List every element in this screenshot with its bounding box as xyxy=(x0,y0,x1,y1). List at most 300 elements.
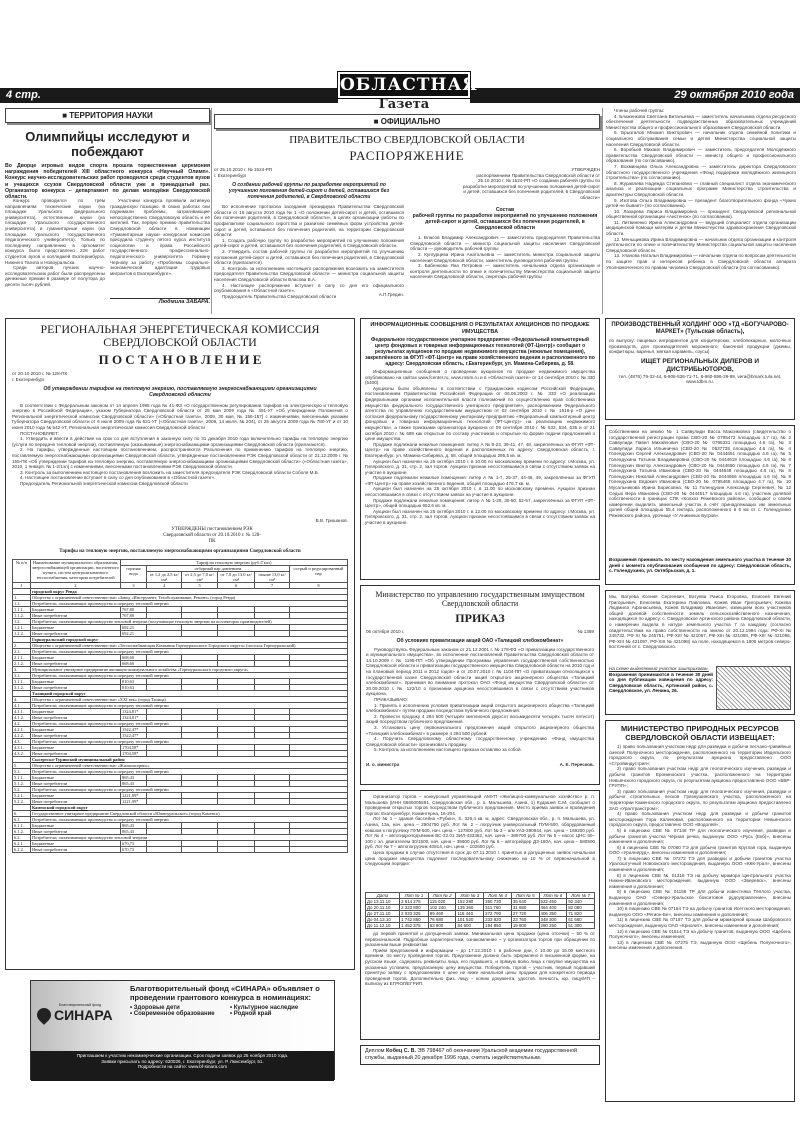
price-cell: 63 900 xyxy=(428,923,456,929)
bogucharovo-headline: ИЩЕТ РЕГИОНАЛЬНЫХ ДИЛЕРОВ И ДИСТРИБЬЮТОРОВ, xyxy=(640,357,760,373)
row-number: 4.2.1. xyxy=(13,727,31,733)
row-number: 1. xyxy=(13,595,31,601)
hot-water-tariff: 810,63 xyxy=(121,679,147,685)
sinara-footer-line[interactable]: Подробности на сайте: www.bf-sinara.com xyxy=(137,1064,228,1070)
price-header-cell: Лот № 4 xyxy=(484,893,512,899)
rec-city: г. Екатеринбург xyxy=(12,376,45,382)
row-number: 6.2. xyxy=(13,835,31,841)
paragraph: 1. Принять к исполнению условия приватизации акций открытого акционерного общества «Талицкий хлебокомбинат» путём продажи посредством публичного предложения. xyxy=(366,702,594,714)
hot-water-tariff: 865,43 xyxy=(121,823,147,829)
th-reduced-steam: острый и редуцированный пар xyxy=(289,566,347,583)
row-name: Бюджетные xyxy=(31,655,121,661)
price-cell: 152 280 xyxy=(456,899,484,905)
empty-cell xyxy=(147,847,182,853)
paragraph: 3. Контроль за выполнением настоящего постановления возложить на заместителя председателя РЭК Свердловской области Соболя М.Б. xyxy=(20,469,320,475)
paragraph: Лот № 1 – здание бассейна «Рубин», S. 326,4 кв. м, адрес: Свердловская обл., р. п. Мальшева, ул. Азина, 13а, нач. цена – 2904750 руб. Лот № 2 – погрузчик универсальный ПУМ-500, оборудованный ковшом к погрузчику ПУМ-500, нач. цена – 127800 руб. Лот № 3 – а/м УАЗ-390944, нач. цена – 169200 руб. Лот № 4 – автогидроподъёмник ВС-22.01 ЗИЛ-433362, нач. цена – 389700 руб. Лот № 5 – насос ЦНС 60–100 с эл. двигателем 30/1500, нач. цена – 39600 руб. Лот № 6 – автогрейдер ДЗ-180А, нач. цена – 580500 руб. Лот № 7 – автопогрузчик 40814, нач. цена – 102600 руб. xyxy=(365,816,595,850)
land-notice-2 xyxy=(605,590,795,715)
column-number: 1 xyxy=(13,583,31,589)
row-name: Потребители, оплачивающие производство тепловой энергии xyxy=(31,835,348,841)
order-number: от 25.10.2010 г. № 1524-РП xyxy=(214,167,273,172)
official-section xyxy=(214,114,600,315)
price-cell: 82 080 xyxy=(567,905,595,911)
row-name: Потребители, оплачивающие производство и передачу тепловой энергии xyxy=(31,739,348,745)
paragraph: 10. Лазарева Лариса Владимировна — президент Свердловской региональной общественной организации «Аистенок» (по согласованию). xyxy=(606,208,796,220)
price-cell: 23 760 xyxy=(511,917,539,923)
th-steam: отборный пар давлением xyxy=(147,566,290,572)
row-number: 3.1.1. xyxy=(13,679,31,685)
price-cell: 2 033 325 xyxy=(400,911,429,917)
price-cell: 1 452 375 xyxy=(400,923,429,929)
order-signer: А. Е. Пересков. xyxy=(559,761,594,767)
row-number: 6.2.1. xyxy=(13,841,31,847)
paragraph: 9) в лицензию СВЕ № 01156 ТР для добычи известняка Тёплого участка, выданную ОАО «Северо-Уральское бокситовое рудоуправление», внесены изменения и дополнения; xyxy=(609,889,791,906)
rec-doc-title: Об утверждении тарифов на тепловую энергию, поставляемую энергоснабжающими организациями Свердловской области xyxy=(43,386,317,399)
paragraph: Аукцион был назначен на 25 октября 2010 г. в 12.00 по московскому времени по адресу: г.Москва, ул. Гиляровского, д. 31, стр. 2, зал торгов. Аукцион признан несостоявшимся в связи с отсутствием заявок на участие в аукционе. xyxy=(365,508,595,526)
table-row xyxy=(13,847,348,853)
hot-water-tariff: 865,43 xyxy=(121,775,147,781)
row-number: 3.1. xyxy=(13,673,31,679)
row-name: Иные потребители xyxy=(31,631,121,637)
paragraph: 7. Вохминцева Ольга Александровна — заместитель директора Свердловского областного государственного учреждения «Фонд поддержки молодёжного жилищного строительства» (по согласованию). xyxy=(606,163,796,181)
sinara-logo-text: СИНАРА xyxy=(54,1007,113,1023)
row-number: 4.1. xyxy=(13,703,31,709)
row-number: 1.2.1. xyxy=(13,625,31,631)
hot-water-tariff: 1704,58* xyxy=(121,751,147,757)
price-cell: 27 720 xyxy=(511,911,539,917)
paragraph: 8. Журавлева Надежда Степановна — главный специалист отдела экономического анализа и реализации социальных программ Министерства строительства и архитектуры Свердловской области. xyxy=(606,180,796,197)
paragraph: Приём предложений и информации – до 17.12.2010 г. в рабочие дни, с 10.00 до 16.00 местного времени, по месту проведения торгов. Предложение должно быть оформлено в письменной форме, на русском языке, содержать реквизиты лица, его подавшего, и прямую волю лица к покупке имущества на указанных условиях, предлагаемую цену имущества. Победитель торгов – участник, первый подавший принятую заявку с предложением о цене не ниже начальной цены продажи для конкретного периода проведения торгов. Дополнительно физ. лицу – копию документа, удостов. личность, юр. лицу/ИП – выписку из ЕГРЮЛ/ЕГРИП. xyxy=(365,947,595,987)
diploma-pre: Диплом xyxy=(365,1048,386,1054)
price-cell: 101 520 xyxy=(456,917,484,923)
price-table xyxy=(365,892,595,929)
price-header-cell: Лот № 1 xyxy=(400,893,429,899)
paragraph: 5. Контроль за исполнением настоящего приказа оставляю за собой. xyxy=(374,747,522,753)
rec-title-1: РЕГИОНАЛЬНАЯ ЭНЕРГЕТИЧЕСКАЯ КОМИССИЯ xyxy=(40,322,320,336)
municipality-heading: городской округ Ревда xyxy=(31,589,348,595)
row-number: 1.1.1. xyxy=(13,607,31,613)
organizer-text xyxy=(365,794,595,890)
paragraph: 2) право пользования участком недр для геологического изучения, разведки и добычи гранитов Ерониноского участка, расположенного на территории Невьянского городского округа, по результатам аукциона предоставлено ООО «БВР-ГРУПП»; xyxy=(609,766,791,789)
date-cell: До 20.11.10 xyxy=(366,905,400,911)
th-pressure-2: от 2,5 до 7,0 кг/см² xyxy=(182,572,217,583)
row-number: 3.1.2. xyxy=(13,685,31,691)
paragraph: 8) в лицензию СВЕ № 01318 ТЭ на добычу мрамора Центрального участка Нижне-Ивановского месторождения, выданную ООО «Зверевск», внесены изменения и дополнения; xyxy=(609,872,791,889)
column-number: 8 xyxy=(289,583,347,589)
row-name: Бюджетные xyxy=(31,841,121,847)
row-number: 4. xyxy=(13,697,31,703)
row-name: Иные потребители xyxy=(31,715,121,721)
paragraph: 3) право пользования участком недр для геологического изучения, разведки и добычи строительных песков Грязнушинского участка, расположенного на территории Каменского городского округа, по результатам аукциона предоставлено ЗАО «Уралтранстром»; xyxy=(609,788,791,811)
land-notice-objections: Возражения принимаются в течение 30 дней со дня публикации извещения по адресу: Свердловская область, Артинский район, с. Свердловское, ул. Ленина, 26. xyxy=(609,671,713,694)
paragraph: Аукцион был назначен на 25 октября 2010 г. в 10.00 по московскому времени по адресу: г.Москва, ул. Гиляровского, д. 31, стр. 2, зал торгов. Аукцион признан несостоявшимся в связи с отсутствием заявок на участие в аукционе. xyxy=(365,458,595,475)
hot-water-tariff: 1522,47* xyxy=(121,733,147,739)
natural-resources-title: МИНИСТЕРСТВО ПРИРОДНЫХ РЕСУРСОВ СВЕРДЛОВСКОЙ ОБЛАСТИ ИЗВЕЩАЕТ: xyxy=(621,724,779,742)
paragraph: Руководствуясь Федеральным законом от 21.12.2001 г. № 178-ФЗ «О приватизации государственного и муниципального имущества», во исполнение постановлений Правительства Свердловской области от 14.10.2009 г. № 1195-ПП «Об утверждении Программы управления государственной собственностью Свердловской области и приватизации государственного имущества Свердловской области на 2010 год и на плановый период 2011 и 2012 годов» и от 20.07.2010 г. № 1104-ПП «О приватизации относящихся к государственной казне Свердловской области акций открытого акционерного общества «Талицкий хлебокомбинат», принимая во внимание протокол ОАО «Фонд имущества Свердловской области» от 20.09.2010 г. № 122/10 о признании аукциона несостоявшимся в связи с отсутствием участников аукциона, xyxy=(366,646,594,697)
rec-approved: УТВЕРЖДЕНЫ постановлением РЭК Свердловской области от 20.10.2010 г. № 128-ПК xyxy=(163,527,261,545)
price-cell: 89 460 xyxy=(428,911,456,917)
paragraph: 3. Бабенкова Яна Петровна — заместитель начальника отдела организации и контроля деятельности по опеке и попечительству Министерства социальной защиты населения Свердловской области, секретарь рабочей группы xyxy=(410,263,600,280)
paragraph: 4) право пользования участком недр для разведки и добычи гранитов месторождения Гора Калиновая, расположенного на территории Невьянского городского округа, предоставлено ООО «Водолей»; xyxy=(609,811,791,828)
flame-icon xyxy=(34,1005,54,1025)
ministry-order xyxy=(360,585,600,785)
row-name: Общество с ограниченной ответственностью «Теплоснабжающая Компания Горноуральского Городского округа» (поселок Горноуральский) xyxy=(31,643,348,649)
row-name: Общество с ограниченной ответственностью «XXI век» (город Талица) xyxy=(31,697,348,703)
article-column-1 xyxy=(5,198,105,310)
row-name: Бюджетные xyxy=(31,823,121,829)
paragraph: Аукционы были объявлены в соответствии с Гражданским кодексом Российской Федерации, постановлением Правительства Российской Федерации от 06.06.2003 г. № 333 «О реализации федеральными органами исполнительной власти полномочий по осуществлению прав собственника имущества федерального государственного унитарного предприятия», распоряжением Федерального агентства по управлению государственным имуществом от 02 сентября 2010 г. № 1516-р «О даче согласия федеральному государственному унитарному предприятию «Федеральный компьютерный центр фондовых и товарных информационных технологий (ФТ-Центр)» на реализацию недвижимого имущества», а также приказами организатора аукциона от 09 сентября 2010 г. № 533, 534, 535 и от 21 октября 2010 г. № 589 как открытые по составу участников и открытые по форме подачи предложений о цене имущества. xyxy=(365,385,595,442)
sinara-headline: Благотворительный фонд «СИНАРА» объявляет о проведении грантового конкурса в номинациях: xyxy=(130,984,320,1002)
order-type: ПРИКАЗ xyxy=(455,611,505,625)
paragraph: 9. Изотова Ольга Владимировна — президент благотворительного фонда «Чужих детей не бывает» (по согласованию). xyxy=(606,197,796,209)
hot-water-tariff: 692,21 xyxy=(121,631,147,637)
empty-cell xyxy=(255,847,289,853)
hot-water-tariff: 668,60 xyxy=(121,655,147,661)
hot-water-tariff: 865,43 xyxy=(121,829,147,835)
row-number: 5.1. xyxy=(13,769,31,775)
price-cell: 92 340 xyxy=(567,899,595,905)
paragraph: 2. На тарифы, утвержденные настоящим постановлением, распространяются Разъяснения по применению тарифов на тепловую энергию, поставляемую энергоснабжающими организациями Свердловской области, утвержденные постановлением РЭК Свердловской области от 21.12.2009 г. № 155-ПК «Об утверждении тарифов на тепловую энергию, поставляемую энергоснабжающими организациями Свердловской области» («Областная газета», 2010, 1 января, № 1-2/1эл) с изменениями, внесенными постановлениями РЭК Свердловской области. xyxy=(12,447,348,470)
bogucharovo-title: ПРОИЗВОДСТВЕННЫЙ ХОЛДИНГ ООО «ТД «БОГУЧАРОВО-МАРКЕТ» (Тульская область), xyxy=(611,322,789,335)
rec-signer: В.В. Гришанов. xyxy=(315,517,348,523)
row-number: 3. xyxy=(13,667,31,673)
column-number: 2 xyxy=(31,583,121,589)
bogucharovo-ad xyxy=(605,318,795,420)
article-lead: Во Дворце игровых видов спорта прошла торжественная церемония награждения победителей XIII областного конкурса «Научный Олимп». Конкурс научно-исследовательских работ проводился среди студентов вузов и учащихся ссузов Свердловской области уже в тринадцатый раз. Организатор конкурса – департамент по делам молодёжи Свердловской области. xyxy=(5,163,210,201)
sinara-ad xyxy=(30,980,335,1080)
scheme-caption: На схеме выделяемый участок заштрихован. xyxy=(609,666,709,671)
th-pressure-1: от 1,2 до 2,5 кг/см² xyxy=(147,572,182,583)
row-number: 6.1. xyxy=(13,817,31,823)
rec-doc-type: П О С Т А Н О В Л Е Н И Е xyxy=(98,352,262,367)
paragraph: Цена продажи в случае отсутствия в срок до 07.11.2010 г. принятых и допущенных заявок начальная цена продажи имущества подлежит последовательному снижению на 10 % от первоначальной в следующем порядке: xyxy=(365,849,595,867)
row-name: Бюджетные xyxy=(31,727,121,733)
tariff-table xyxy=(12,559,348,853)
date-cell: До 27.11.10 xyxy=(366,911,400,917)
hot-water-tariff: 670,73 xyxy=(121,847,147,853)
column-divider xyxy=(211,108,212,314)
paragraph: В соответствии с Федеральным законом от 14 апреля 1995 года № 41-ФЗ «О государственном регулировании тарифов на электрическую и тепловую энергию в Российской Федерации», указом Губернатора Свердловской области от 25 мая 2009 года № 491-УГ «Об утверждении Положения о Региональной энергетической комиссии Свердловской области» («Областная газета», 2009, 30 мая, № 156-157) с изменениями, внесенными указами Губернатора Свердловской области от 6 июля 2009 года № 621-УГ («Областная газета», 2009, 14 июля, № 204), от 25 августа 2009 года № 780-УГ и от 10 июня 2010 года № 542-УГ, Региональная энергетическая комиссия Свердловской области xyxy=(12,402,348,430)
row-number: 2. xyxy=(13,643,31,649)
row-number: 1.2. xyxy=(13,619,31,625)
row-name: Иные потребители xyxy=(31,799,121,805)
column-number: 4 xyxy=(147,583,182,589)
sinara-footer xyxy=(31,1051,334,1081)
row-number: 5.2. xyxy=(13,787,31,793)
row-name: Государственное унитарное предприятие Свердловской области «Южноуральское» (город Каменск) xyxy=(31,811,348,817)
row-number: 4.3. xyxy=(13,739,31,745)
th-number: № п/п xyxy=(13,560,31,583)
diploma-notice xyxy=(360,1045,600,1065)
row-number: 1.2.2. xyxy=(13,631,31,637)
paragraph: 2. Кунгурцева Ирина Анатольевна — заместитель министра социальной защиты населения Свердловской области, заместитель руководителя рабочей группы xyxy=(410,251,600,263)
price-cell: 2 614 275 xyxy=(400,899,429,905)
row-number: 1.1. xyxy=(13,601,31,607)
article-column-2 xyxy=(110,198,210,298)
row-number: 1.1.2. xyxy=(13,613,31,619)
paragraph: 1. Создать рабочую группу по разработке мероприятий по улучшению положения детей-сирот и детей, оставшихся без попечения родителей, в Свердловской области. xyxy=(214,237,404,249)
row-number: 4.2. xyxy=(13,721,31,727)
row-name: Иные потребители xyxy=(31,781,121,787)
row-number: 2.1.2. xyxy=(13,661,31,667)
row-number: 2.1.1. xyxy=(13,655,31,661)
row-name: Муниципальное унитарное предприятие жилищно-коммунального хозяйства «Горноуральского городского округа» xyxy=(31,667,348,673)
auction-text xyxy=(365,369,595,559)
order-city: г. Екатеринбург xyxy=(214,172,247,178)
bogucharovo-text: по выпуску: пищевых ингредиентов для кондитерских, хлебопекарных, молочных производств, для производителей мороженого; баночной продукции (джемы, конфитюры, варенья, мягкая карамель, соусы) xyxy=(609,338,791,355)
row-name: Иные потребители xyxy=(31,661,121,667)
price-cell: 115 020 xyxy=(428,899,456,905)
paragraph: 11) в лицензию СВЕ № 07187 ТЭ для добычи мраморной крошки Шабровского месторождения, выданную ОАО «Криолит», внесены изменения и дополнения; xyxy=(609,917,791,928)
article-title: Олимпийцы исследуют и побеждают xyxy=(25,129,190,159)
price-cell: 290 250 xyxy=(539,923,567,929)
sinara-footer-line: Заявки присылать по адресу: 620026, г. Екатеринбург, ул. Р. Люксембург, 51. xyxy=(101,1058,264,1064)
hot-water-tariff: 865,43 xyxy=(121,781,147,787)
sinara-logo-small: Благотворительный фонд xyxy=(59,1003,102,1007)
newspaper-logo xyxy=(338,72,479,112)
row-name: Иные потребители xyxy=(31,751,121,757)
auction-results xyxy=(360,318,600,580)
column-number: 5 xyxy=(182,583,217,589)
row-name: Потребители, оплачивающие производство и передачу тепловой энергии xyxy=(31,769,348,775)
paragraph: Организатор торгов – конкурсный управляющий АМУП «Жилищно-коммунальное хозяйство» р. п. Мальшева (ИНН 6660005591, Свердловская обл., р. п. Мальшева, Азина, 1) Кудашев С.М. сообщает о проведении открытых торгов посредством публичного предложения. Место приёма заявок и проведения торгов: Екатеринбург, Коминтерна, 16-204. xyxy=(365,794,595,816)
row-number: 6.2.2. xyxy=(13,847,31,853)
natural-resources-items xyxy=(609,744,791,1096)
row-name: Общество с ограниченной ответственностью «Жилкомсервис» xyxy=(31,763,348,769)
price-cell: 71 820 xyxy=(567,911,595,917)
diploma-name: Кобец С. В. xyxy=(386,1048,417,1054)
price-cell: 31 680 xyxy=(511,905,539,911)
paragraph: 3. Установить цену первоначального предложения акций открытого акционерного общества «Талицкий хлебокомбинат» в размере 4 284 500 рублей. xyxy=(366,724,594,736)
paragraph: 10) в лицензию СВЕ № 07184 ТЭ на добычу гранитов Исетского месторождения, выданную ООО «Регион-Бе», внесены изменения и дополнения; xyxy=(609,906,791,917)
hot-water-tariff: 692,21 xyxy=(121,625,147,631)
composition-subtitle: рабочей группы по разработке мероприятий по улучшению положения детей-сирот и детей, оставшихся без попечения родителей, в Свердловской области xyxy=(412,212,598,231)
column-divider xyxy=(602,108,603,314)
hot-water-tariff: 767,80 xyxy=(121,613,147,619)
paragraph: 6. Воробьев Михаил Владимирович — заместитель председателя Молодёжного правительства Свердловской области — министр общего и профессионального образования (по согласованию). xyxy=(606,147,796,164)
paragraph: Председатель Правительства Свердловской области xyxy=(222,293,337,299)
paragraph: до первой принятой и допущенной заявки. Минимальная цена продажи (цена отсечки) – 50 % от первоначальной. Подробные характеристики, ознакомление – у организатора торгов при обращении по указанным выше реквизитам. xyxy=(365,931,595,948)
government-title: ПРАВИТЕЛЬСТВО СВЕРДЛОВСКОЙ ОБЛАСТИ xyxy=(289,134,525,146)
paragraph: 5. Брызгалов Михаил Викторович — начальник отдела семейной политики и социального обслуживания семьи и детей Министерства социальной защиты населения Свердловской области. xyxy=(606,130,796,147)
price-header-cell: Лот № 5 xyxy=(511,893,539,899)
land-notice-objections: Возражения принимать по месту нахождения земельного участка в течение 30 дней с момента опубликования сообщения по адресу: Свердловская область, с. Голендухино, ул. Октябрьская, д. 1. xyxy=(609,557,791,574)
logo-line1: ОБЛАСТНАЯ xyxy=(338,72,470,98)
paragraph: 4. Блаженкова Светлана Витальевна — заместитель начальника отдела ресурсного обеспечения деятельности подведомственных образовательных учреждений Министерства общего и профессионального образования Свердловской области. xyxy=(606,113,796,130)
auction-lead: Федеральное государственное унитарное предприятие «Федеральный компьютерный центр фондовых и товарных информационных технологий (ФТ-Центр)» сообщает о результатах аукционов по продаже недвижимого имущества (нежилые помещения), закреплённого за ФГУП «ФТ-Центр» на праве хозяйственного ведения и расположенного по адресу: Свердловская область, г.Екатеринбург, ул. Мамина-Сибиряка, д. 58. xyxy=(365,337,595,367)
nomination-cultural-heritage: • Культурное наследие xyxy=(230,1005,299,1011)
paragraph: Во исполнение протокола заседания президиума Правительства Свердловской области от 16 августа 2010 года № 1 «О положении детей-сирот и детей, оставшихся без попечения родителей, в Свердловской области», в целях организации работы по профилактике социального сиротства и развитию семейных форм устройства детей-сирот и детей, оставшихся без попечения родителей, на территории Свердловской области: xyxy=(214,204,404,238)
th-hot-water: горячая вода xyxy=(121,566,147,583)
paragraph: Участники конкурса проявили активную гражданскую позицию. В своих работах они поднимали проблемы, затрагивающие непосредственно Свердловскую область и её жителей. Так, первую премию правительства Свердловской области в номинации «Гуманитарные науки» конкурсная комиссия присудила студенту пятого курса института социологии и права Российского государственного профессионально-педагогического университета Герману Чернову за работу «Проблемы социально-экономической адаптации трудовых мигрантов в Екатеринбурге». xyxy=(110,198,210,276)
price-cell: 311 760 xyxy=(484,905,512,911)
order-num: № 1389 xyxy=(577,629,594,634)
hot-water-tariff: 668,60 xyxy=(121,661,147,667)
price-cell: 118 440 xyxy=(456,911,484,917)
empty-cell xyxy=(289,847,347,853)
paragraph: Председатель Региональной энергетической комиссии Свердловской области xyxy=(20,480,188,486)
hot-water-tariff: 810,63 xyxy=(121,685,147,691)
paragraph: 2. Провести продажу 4 284 500 (четырёх миллионов двухсот восьмидесяти четырёх тысяч пятисот) акций посредством публичного предложения. xyxy=(366,713,594,725)
municipality-heading: Сысертско-Туринский муниципальный район xyxy=(31,757,348,763)
hot-water-tariff: 1522,47* xyxy=(121,727,147,733)
municipality-heading: Талицкий городской округ xyxy=(31,691,348,697)
row-name: Бюджетные xyxy=(31,679,121,685)
price-cell: 406 350 xyxy=(539,911,567,917)
page-number: 4 стр. xyxy=(6,89,41,101)
th-tariff: Тариф на тепловую энергию (руб./Гкал) xyxy=(121,560,348,566)
natural-resources-notice xyxy=(605,720,795,1102)
rec-text xyxy=(12,403,348,518)
price-cell: 51 300 xyxy=(567,923,595,929)
paragraph: ПРИКАЗЫВАЮ: xyxy=(374,696,409,702)
logo-line2: Газета xyxy=(338,98,470,112)
nomination-education: • Современное образование xyxy=(130,1011,215,1017)
paragraph: ПОСТАНОВЛЯЕТ: xyxy=(20,430,60,436)
table-row xyxy=(366,923,595,929)
members-list xyxy=(410,235,600,285)
document-type: РАСПОРЯЖЕНИЕ xyxy=(349,148,465,163)
paragraph: 6) в лицензию СВЕ № 07060 ТЭ для добычи гранитов Круглая гора, выданную ООО «Уралнеруд», внесены изменения и дополнения; xyxy=(609,844,791,856)
price-header-cell: Дата xyxy=(366,893,400,899)
hot-water-tariff: 1324,81* xyxy=(121,715,147,721)
row-number: 4.3.1. xyxy=(13,745,31,751)
price-cell: 76 680 xyxy=(428,917,456,923)
paragraph: 4. Настоящее постановление вступает в силу со дня опубликования в «Областной газете». xyxy=(20,475,216,481)
column-number: 7 xyxy=(255,583,289,589)
row-name: Бюджетные xyxy=(31,745,121,751)
land-notice-text: Собственники на землю № 1 Саввулиди Васса Максимовна (свидетельство о государственной регистрации права СВО-20 № 0795472 площадью 4.7 га), № 2 Саввулиди Павел Михайлович (СВО-20 № 0795331 площадью 4.6 га), № 3 Саввулиди Лариса Ильинична (СВО-20 № 0537738 площадью 4.6 га), № 4 Голендухин Сергей Александрович (СВО-20 № 0444651 площадью 4.6 га), № 5 Голендухина Татьяна Владимировна (СВО-20 № 0444619 площадью 4.6 га), № 6 Голендухин Виктор Александрович (СВО-20 № 0444650 площадью 4.6 га), № 7 Голендухина Татьяна Ивановна (СВО-20 № 0444648 площадью 4.6 га), № 8 Голендухин Николай Александрович (СВО-20 № 0444656 площадью 4.6 га), № 9 Голендухина Евдокия Ивановна (СВО-20 № 0795468 площадью 4.7 га), № 10 Мусальникова Ирина Борисовна, № 11 Голендухин Александр Сергеевич, № 12 Седых Вера Ивановна (СВО-20 № 0444517 площадью 4.6 га), участник долевой собственности в границах СПК «Колхоз Режевского района», сообщают о своём намерении выделить земельный участок в счёт принадлежащих им земельных долей общей площадью 55,4 гектара, расположенного в 5 км от с. Голендухино Режевского района, урочище «У Аникиных Бугров». xyxy=(609,429,791,518)
row-name: Иные потребители xyxy=(31,733,121,739)
empty-cell xyxy=(217,847,255,853)
row-name: Иные потребители xyxy=(31,685,121,691)
auction-title: ИНФОРМАЦИОННЫЕ СООБЩЕНИЯ О РЕЗУЛЬТАТАХ АУКЦИОНОВ ПО ПРОДАЖЕ ИМУЩЕСТВА xyxy=(370,322,590,335)
price-cell: 19 800 xyxy=(511,923,539,929)
paragraph: 13) в лицензию СВЕ № 07275 ТЭ, выданную ООО «Щебень Полуночного», внесены изменения и дополнения. xyxy=(609,939,791,951)
paragraph: Члены рабочей группы: xyxy=(614,108,665,113)
row-name: Бюджетные xyxy=(31,775,121,781)
price-header-cell: Лот № 7 xyxy=(567,893,595,899)
price-cell: 348 300 xyxy=(539,917,567,923)
price-cell: 350 730 xyxy=(484,899,512,905)
paragraph: 3. Контроль за исполнением настоящего распоряжения возложить на заместителя председателя Правительства Свердловской области — министра социальной защиты населения Свердловской области Власова В.А. xyxy=(214,265,404,282)
row-name: Бюджетные xyxy=(31,625,121,631)
column-number: 3 xyxy=(121,583,147,589)
row-name: Бюджетные xyxy=(31,607,121,613)
row-number: 5.1.2. xyxy=(13,781,31,787)
paragraph: Продаже подлежали нежилые помещения: литер А № 8-23, 39-41, 47, 48, закреплённых за ФГУП «ФТ-Центр» на праве хозяйственного ведения и расположенных по адресу: Свердловская область, г. Екатеринбург, ул. Мамина-Сибиряка, д. 58, общей площадью 295,5 кв. м. xyxy=(365,441,595,458)
order-subject: Об условиях приватизации акций ОАО «Талицкий хлебокомбинат» xyxy=(396,637,564,644)
land-notice-1 xyxy=(605,425,795,585)
row-number: 6.1.2. xyxy=(13,829,31,835)
row-number: 5.2.2. xyxy=(13,799,31,805)
row-number: 4.3.2. xyxy=(13,751,31,757)
row-name: Потребители, оплачивающие производство и передачу тепловой энергии xyxy=(31,787,348,793)
row-number: 2.1. xyxy=(13,649,31,655)
price-cell: 272 790 xyxy=(484,911,512,917)
bogucharovo-contacts[interactable]: тел. (4876) 79-32-44, 8-906-536-71-71, 8-960-596-29-99, vera@bmark.tula.net, www.tdbm.ru. xyxy=(618,373,782,385)
price-cell: 2 323 800 xyxy=(400,905,429,911)
price-header-cell: Лот № 3 xyxy=(456,893,484,899)
nomination-native-land: • Родной край xyxy=(230,1011,272,1017)
row-number: 5. xyxy=(13,763,31,769)
paragraph: 12) в лицензию СВЕ № 01514 ТЭ на добычу гранитов, выданную ООО «Щебень Полуночного», внесены изменения; xyxy=(609,928,791,940)
paragraph: 11. Литвиненко Ирина Александровна — ведущий специалист отдела организации медицинской помощи матерям и детям Министерства здравоохранения Свердловской области. xyxy=(606,219,796,237)
row-name: Общество с ограниченной ответственностью «Завод «Инструмент, Техобслуживание, Ремонт» (город Ревда) xyxy=(31,595,348,601)
price-cell: 464 400 xyxy=(539,905,567,911)
paragraph: 5) в лицензию СВЕ № 07148 ТР для геологического изучения, разведки и добычи гранитов участка Чёрная речка, выданную ООО «Русь (Екб)», внесены изменения и дополнения; xyxy=(609,827,791,845)
rec-resolution xyxy=(5,318,355,970)
row-name: Иные потребители xyxy=(31,847,121,853)
price-cell: 84 600 xyxy=(456,923,484,929)
order-date: 06 октября 2010 г. xyxy=(366,629,405,634)
row-number: 4.1.1. xyxy=(13,709,31,715)
th-pressure-3: от 7,0 до 13,0 кг/см² xyxy=(217,572,255,583)
hot-water-tariff: 1704,58* xyxy=(121,745,147,751)
row-name: Бюджетные xyxy=(31,793,121,799)
hot-water-tariff: 670,73 xyxy=(121,841,147,847)
municipality-heading: Каменский городской округ xyxy=(31,805,348,811)
rec-number: от 20.10.2010 г. № 128-ПК xyxy=(12,371,68,376)
bankruptcy-auction xyxy=(360,790,600,1040)
row-name: Потребители, оплачивающие производство и передачу тепловой энергии xyxy=(31,721,348,727)
paragraph: 1) право пользования участком недр для разведки и добычи песчано-гравийных смесей Полуночного месторождения, расположенного на территории Ивдельского городского округа, по результатам аукциона предоставлено ООО «Стройиндустрия»; xyxy=(609,744,791,766)
order-body xyxy=(366,647,594,759)
paragraph: 4. Поручить Свердловскому областному государственному учреждению «Фонд имущества Свердловской области» организовать продажу. xyxy=(366,736,594,747)
row-name: Потребители, оплачивающие производство и передачу тепловой энергии xyxy=(31,601,348,607)
paragraph: 12. Меньщикова Ирина Владимировна — начальник отдела организации и контроля деятельности по опеке и попечительству Министерства социальной защиты населения Свердловской области. xyxy=(606,236,796,253)
paragraph: 13. Уланова Наталья Владимировна — начальник отдела по вопросам деятельности по защите прав и интересов ребенка в Свердловской области аппарата Уполномоченного по правам человека Свердловской области (по согласованию). xyxy=(606,253,796,270)
row-name: Бюджетные xyxy=(31,709,121,715)
row-number: 6.1.1. xyxy=(13,823,31,829)
paragraph: 2. Утвердить состав рабочей группы по разработке мероприятий по улучшению положения детей-сирот и детей, оставшихся без попечения родителей, в Свердловской области (прилагается). xyxy=(214,248,404,266)
row-name: Потребители, оплачивающие производство и передачу тепловой энергии xyxy=(31,649,348,655)
price-cell: 194 850 xyxy=(484,923,512,929)
empty-cell xyxy=(182,847,217,853)
science-article xyxy=(5,108,210,315)
row-name: Потребители, оплачивающие производство тепловой энергии (получающие тепловую энергию на коллекторах производителей) xyxy=(31,619,348,625)
row-number: 4.1.2. xyxy=(13,715,31,721)
paragraph: Аукцион был назначен на 25 октября 2010 г. в 11.00 по московскому времени. Аукцион признан несостоявшимся в связи с отсутствием заявок на участие в аукционе. xyxy=(365,486,595,498)
order-signer: А.П.Гредин. xyxy=(378,292,404,298)
price-cell: 135 360 xyxy=(456,905,484,911)
approved-label: УТВЕРЖДЕН xyxy=(571,167,600,172)
row-name: Иные потребители xyxy=(31,613,121,619)
th-name: Наименование муниципального образования, энергоснабжающей организации, населенного пункта, систем централизованного теплоснабжения, категории потребителей xyxy=(31,560,121,583)
row-number: 5.2.1. xyxy=(13,793,31,799)
price-cell: 102 240 xyxy=(428,905,456,911)
row-name: Потребители, оплачивающие производство и передачу тепловой энергии xyxy=(31,703,348,709)
map-scheme-image xyxy=(716,666,791,710)
paragraph: 1. Власов Владимир Александрович — заместитель председателя Правительства Свердловской области — министр социальной защиты населения Свердловской области — руководитель рабочей группы xyxy=(410,235,600,252)
paragraph: 1. Утвердить и ввести в действие на срок со дня вступления в законную силу по 31 декабря 2010 года включительно тарифы на тепловую энергию (услуги по передаче тепловой энергии), поставляемую (оказываемые) энергоснабжающими организациями Свердловской области (прилагаются). xyxy=(12,436,348,447)
land-notice-text: Мы, Ватуева Ксения Сергеевич, Ватуева Раиса Егоровна, Елисеев Евгений Григорьевич, Елисеева Екатерина Павловна, Кожев Иван Григорьевич, Кожева Людмила Афонасьевна, Кожев Владимир Иванович, извещаем всех участников общей долевой собственности земель сельскохозяйственного назначения, находящихся по адресу: с. Свердловское Артинского района Свердловской области, о намерении выдела в натуре земельного участка 7 га каждому (согласно свидетельствам на право собственности на землю от 20.12.1994 года: РФ-XI № 245732, РФ XI № 245751, РФ-XIII № 421067, РФ-XIII № 421068, РФ-XIII № 421096, РФ-XIII № 421097, РФ-XIII № 421098) на поле, находящемся в 1800 метров северо-восточней от с. Свердловского. xyxy=(609,594,792,650)
article-author: Людмила ЗАБАРА. xyxy=(110,298,210,305)
rubric-official: ■ ОФИЦИАЛЬНО xyxy=(214,114,600,129)
paragraph: Продаже подлежали нежилые помещения: литер А № 1-7, 25-37, 44-46, 49, закреплённых за ФГУП «ФТ-Центр» на праве хозяйственного ведения, общей площадью 476,7 кв. м. xyxy=(365,475,595,486)
row-name: Иные потребители xyxy=(31,829,121,835)
price-cell: 522 450 xyxy=(539,899,567,905)
members-continued xyxy=(606,108,796,314)
sinara-logo xyxy=(31,981,126,1051)
hot-water-tariff: 1221,99* xyxy=(121,799,147,805)
organizer-after xyxy=(365,931,595,1031)
sinara-footer-line: Приглашаем к участию некоммерческие организации. Срок подачи заявок до 25 ноября 2010 года. xyxy=(76,1053,289,1058)
price-header-cell: Лот № 6 xyxy=(539,893,567,899)
paragraph: 4. Настоящее распоряжение вступает в силу со дня его официального опубликования в «Областной газете». xyxy=(214,282,404,294)
paragraph: Конкурс проводился по трём направлениям: технические науки (на площадке Уральского федерального университета), естественные науки (на площадке Уральского государственного университета) и гуманитарные науки (на площадке Уральского государственного педагогического университета). Только по последнему направлению в оргкомитет конкурса было представлено 228 работ студентов вузов и колледжей Екатеринбурга, Нижнего Тагила и Новоуральска. xyxy=(5,198,105,265)
hot-water-tariff: 1221,99* xyxy=(121,793,147,799)
row-name: Потребители, оплачивающие производство и передачу тепловой энергии xyxy=(31,673,348,679)
